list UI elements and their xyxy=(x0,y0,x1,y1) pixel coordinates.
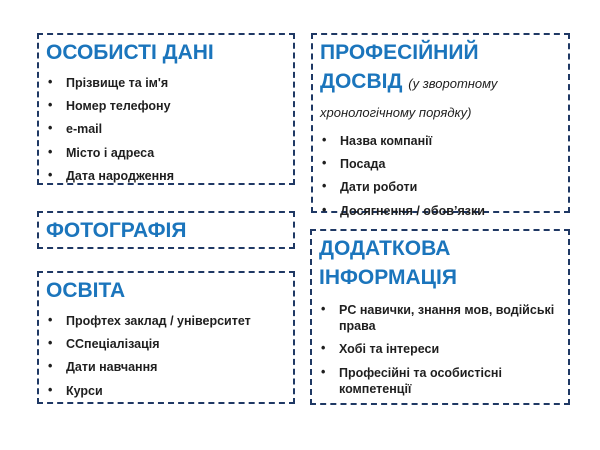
education-bullet-list xyxy=(39,313,293,399)
list-item: • Посада xyxy=(313,156,560,172)
list-item: • Професійні та особистісні компетенції xyxy=(312,365,560,398)
list-item: • ССпеціалізація xyxy=(39,336,285,352)
list-item: • PC навички, знання мов, водійські права xyxy=(312,302,560,335)
additional-bullet-list xyxy=(312,302,568,397)
section-title-personal: ОСОБИСТІ ДАНІ xyxy=(46,41,214,64)
list-item: • Дати роботи xyxy=(313,179,560,195)
list-item: • Назва компанії xyxy=(313,133,560,149)
section-title-photo: ФОТОГРАФІЯ xyxy=(46,218,187,242)
section-title-experience xyxy=(313,35,568,126)
section-education xyxy=(37,271,295,404)
section-photo xyxy=(37,211,295,249)
experience-bullet-list xyxy=(313,133,568,219)
list-item: • Хобі та інтереси xyxy=(312,341,560,357)
list-item: • Номер телефону xyxy=(39,98,285,114)
list-item: • Курси xyxy=(39,383,285,399)
section-title-additional: ДОДАТКОВА ІНФОРМАЦІЯ xyxy=(319,237,457,289)
section-personal-data xyxy=(37,33,295,185)
list-item: • Місто і адреса xyxy=(39,145,285,161)
personal-bullet-list xyxy=(39,75,293,184)
section-professional-experience xyxy=(311,33,570,218)
list-item: • e-mail xyxy=(39,121,285,137)
list-item: • Дата народження xyxy=(39,168,285,184)
experience-title-text: ПРОФЕСІЙНИЙ ДОСВІД xyxy=(320,41,479,93)
list-item: • Профтех заклад / університет xyxy=(39,313,285,329)
list-item: • Досягнення / обов’язки xyxy=(313,203,560,219)
list-item: • Дати навчання xyxy=(39,359,285,375)
section-title-education: ОСВІТА xyxy=(46,279,126,302)
experience-title-note: (у зворотному хронологічному порядку) xyxy=(320,75,498,120)
list-item: • Прізвище та ім'я xyxy=(39,75,285,91)
section-additional-information xyxy=(310,229,570,405)
